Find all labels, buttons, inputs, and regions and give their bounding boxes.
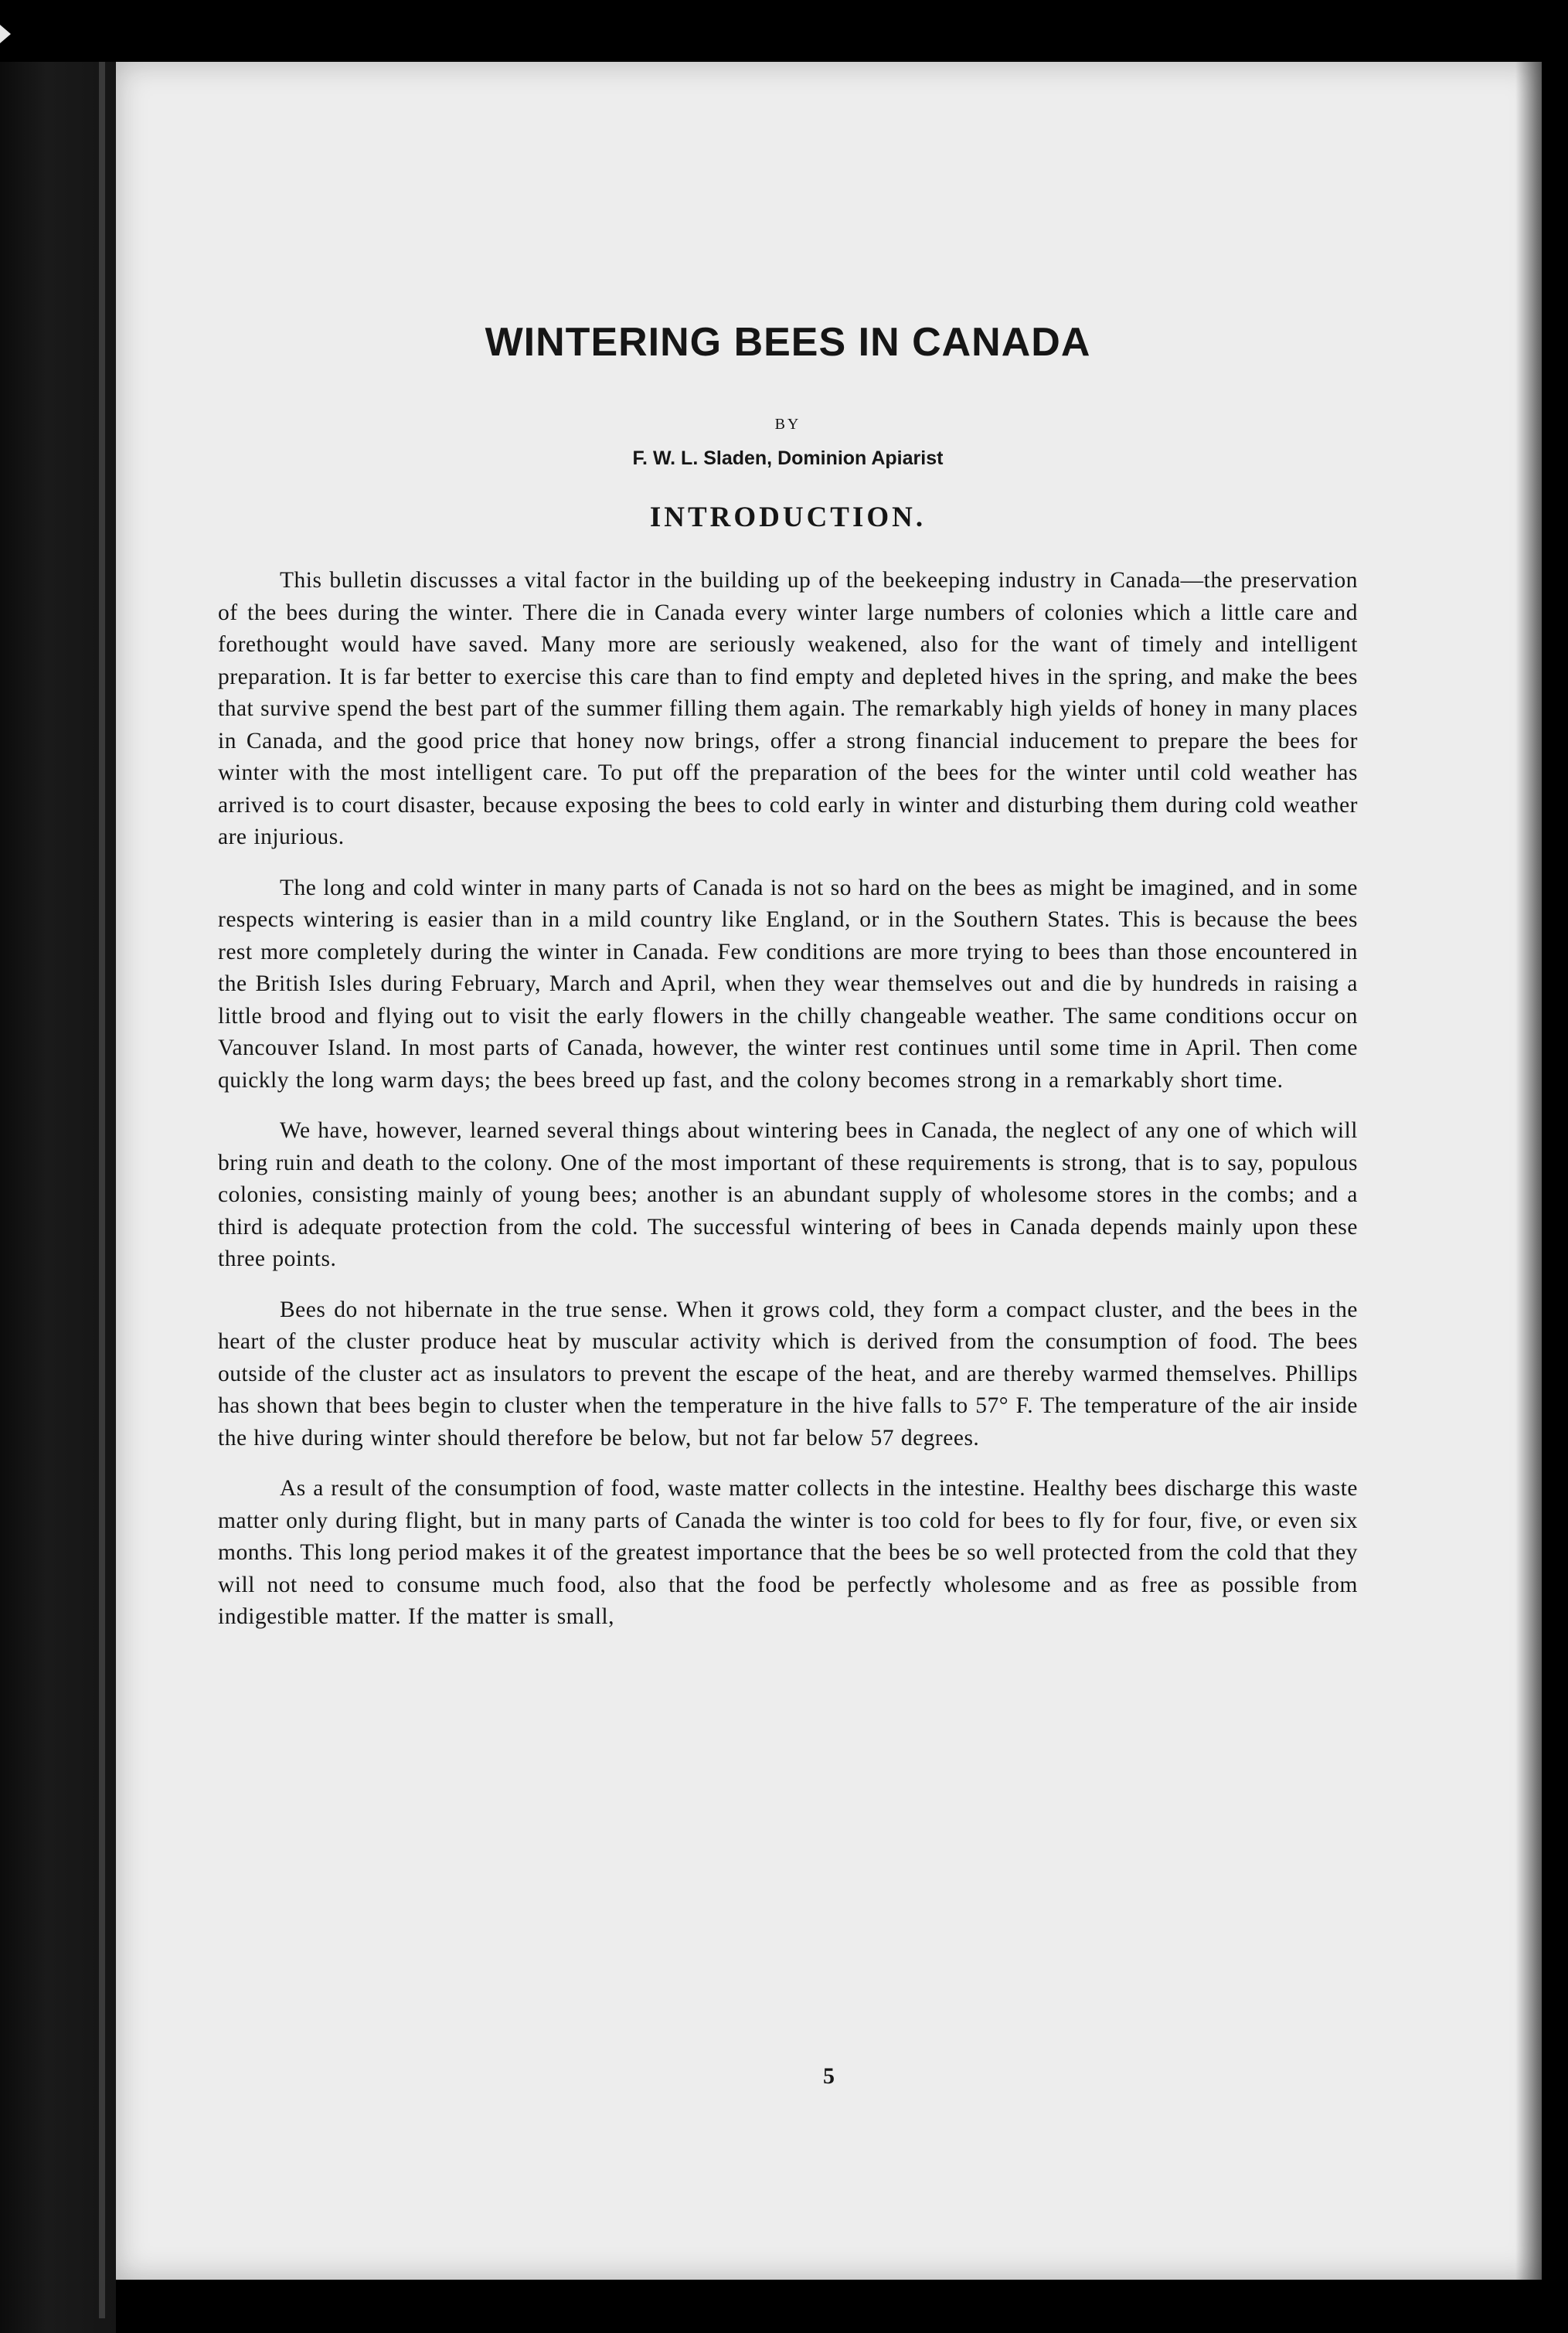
binding-edge <box>99 62 105 2318</box>
section-heading: INTRODUCTION. <box>649 502 927 534</box>
paragraph-1: This bulletin discusses a vital factor in the building up of the beekeeping industry in Canada—the preservation of the bees during the winter. There die in Canada every winter large numbers of colonies which a little care and forethought would have saved. Many more are seriously weakened, also for the want of timely and intelligent preparation. It is far better to exercise this care than to find empty and depleted hives in the spring, and make the bees that survive spend the best part of the summer filling them again. The remarkably high yields of honey in many places in Canada, and the good price that honey now brings, offer a strong financial inducement to prepare the bees for winter with the most intelligent care. To put off the preparation of the bees for the winter until cold weather has arrived is to court disaster, because exposing the bees to cold early in winter and disturbing them during cold weather are injurious. <box>218 568 1358 850</box>
scan-marker-icon <box>0 25 11 43</box>
page-content <box>218 321 1358 1652</box>
author-line: F. W. L. Sladen, Dominion Apiarist <box>632 447 944 470</box>
paragraph-2: The long and cold winter in many parts of Canada is not so hard on the bees as might be imagined, and in some respects wintering is easier than in a mild country like England, or in the Southern States. This is because the bees rest more completely during the winter in Canada. Few conditions are more trying to bees than those encountered in the British Isles during February, March and April, when they wear themselves out and die by hundreds in raising a little brood and flying out to visit the early flowers in the chilly changeable weather. The same conditions occur on Vancouver Island. In most parts of Canada, however, the winter rest continues until some time in April. Then come quickly the long warm days; the bees breed up fast, and the colony becomes strong in a remarkably short time. <box>218 875 1358 1093</box>
page-shadow <box>1515 62 1542 2280</box>
page-number: 5 <box>823 2063 835 2089</box>
document-page <box>116 62 1542 2280</box>
paragraph-3: We have, however, learned several things about wintering bees in Canada, the neglect of any one of which will bring ruin and death to the colony. One of the most important of these requirements is strong, that is to say, populous colonies, consisting mainly of young bees; another is an abundant supply of wholesome stores in the combs; and a third is adequate protection from the cold. The successful wintering of bees in Canada depends mainly upon these three points. <box>218 1118 1358 1272</box>
paragraph-5: As a result of the consumption of food, waste matter collects in the intestine. Healthy bees discharge this waste matter only during flight, but in many parts of Canada the winter is too cold for bees to fly for four, five, or even six months. This long period makes it of the greatest importance that the bees be so well protected from the cold that they will not need to consume much food, also that the food be perfectly wholesome and as free as possible from indigestible matter. If the matter is small, <box>218 1476 1358 1630</box>
byline-label: BY <box>774 416 801 434</box>
paragraph-4: Bees do not hibernate in the true sense. When it grows cold, they form a compact cluster, and the bees in the heart of the cluster produce heat by muscular activity which is derived from the consumption of food. The bees outside of the cluster act as insulators to prevent the escape of the heat, and are thereby warmed themselves. Phillips has shown that bees begin to cluster when the temperature in the hive falls to 57° F. The temperature of the air inside the hive during winter should therefore be below, but not far below 57 degrees. <box>218 1297 1358 1450</box>
document-title: WINTERING BEES IN CANADA <box>485 320 1091 365</box>
